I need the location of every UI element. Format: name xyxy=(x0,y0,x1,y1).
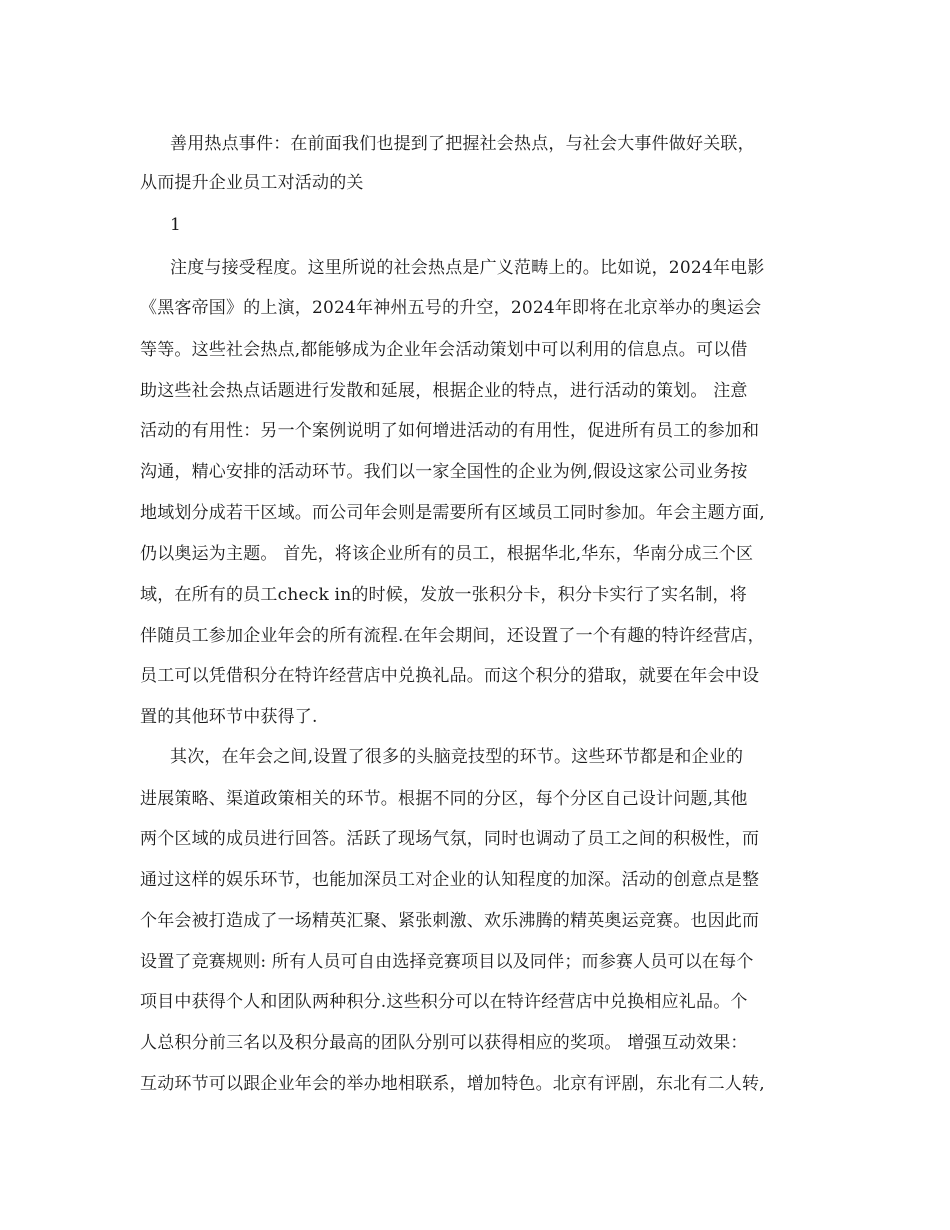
paragraph-line: 项目中获得个人和团队两种积分.这些积分可以在特许经营店中兑换相应礼品。个 xyxy=(140,992,748,1012)
paragraph-line: 等等。这些社会热点,都能够成为企业年会活动策划中可以利用的信息点。可以借 xyxy=(140,340,748,360)
paragraph-line: 沟通，精心安排的活动环节。我们以一家全国性的企业为例,假设这家公司业务按 xyxy=(140,462,748,482)
paragraph-line: 助这些社会热点话题进行发散和延展，根据企业的特点，进行活动的策划。 注意 xyxy=(140,381,748,401)
paragraph-line: 域，在所有的员工check in的时候，发放一张积分卡，积分卡实行了实名制，将 xyxy=(140,585,747,605)
paragraph-line: 活动的有用性：另一个案例说明了如何增进活动的有用性，促进所有员工的参加和 xyxy=(140,421,760,441)
paragraph-line: 个年会被打造成了一场精英汇聚、紧张刺激、欢乐沸腾的精英奥运竞赛。也因此而 xyxy=(140,911,760,931)
paragraph-line: 伴随员工参加企业年会的所有流程.在年会期间，还设置了一个有趣的特许经营店， xyxy=(140,626,765,646)
paragraph-line: 通过这样的娱乐环节，也能加深员工对企业的认知程度的加深。活动的创意点是整 xyxy=(140,870,760,890)
paragraph-line: 设置了竞赛规则: 所有人员可自由选择竞赛项目以及同伴；而参赛人员可以在每个 xyxy=(140,952,754,972)
paragraph-line: 注度与接受程度。这里所说的社会热点是广义范畴上的。比如说，2024年电影 xyxy=(170,258,765,278)
paragraph-line: 其次，在年会之间,设置了很多的头脑竞技型的环节。这些环节都是和企业的 xyxy=(170,747,744,767)
paragraph-line: 员工可以凭借积分在特许经营店中兑换礼品。而这个积分的猎取，就要在年会中设 xyxy=(140,666,760,686)
paragraph-line: 仍以奥运为主题。 首先，将该企业所有的员工，根据华北,华东，华南分成三个区 xyxy=(140,544,754,564)
paragraph-line: 互动环节可以跟企业年会的举办地相联系，增加特色。北京有评剧，东北有二人转, xyxy=(140,1074,765,1094)
page-number: 1 xyxy=(170,215,182,235)
paragraph-line: 从而提升企业员工对活动的关 xyxy=(140,173,364,193)
paragraph-line: 地域划分成若干区域。而公司年会则是需要所有区域员工同时参加。年会主题方面, xyxy=(140,503,765,523)
paragraph-line: 进展策略、渠道政策相关的环节。根据不同的分区，每个分区自己设计问题,其他 xyxy=(140,789,748,809)
paragraph-line: 《黑客帝国》的上演，2024年神州五号的升空，2024年即将在北京举办的奥运会 xyxy=(140,298,762,318)
paragraph-line: 人总积分前三名以及积分最高的团队分别可以获得相应的奖项。 增强互动效果： xyxy=(140,1033,748,1053)
paragraph-line: 置的其他环节中获得了. xyxy=(140,707,318,727)
paragraph-line: 两个区域的成员进行回答。活跃了现场气氛，同时也调动了员工之间的积极性，而 xyxy=(140,829,760,849)
paragraph-line: 善用热点事件：在前面我们也提到了把握社会热点，与社会大事件做好关联， xyxy=(170,134,755,154)
